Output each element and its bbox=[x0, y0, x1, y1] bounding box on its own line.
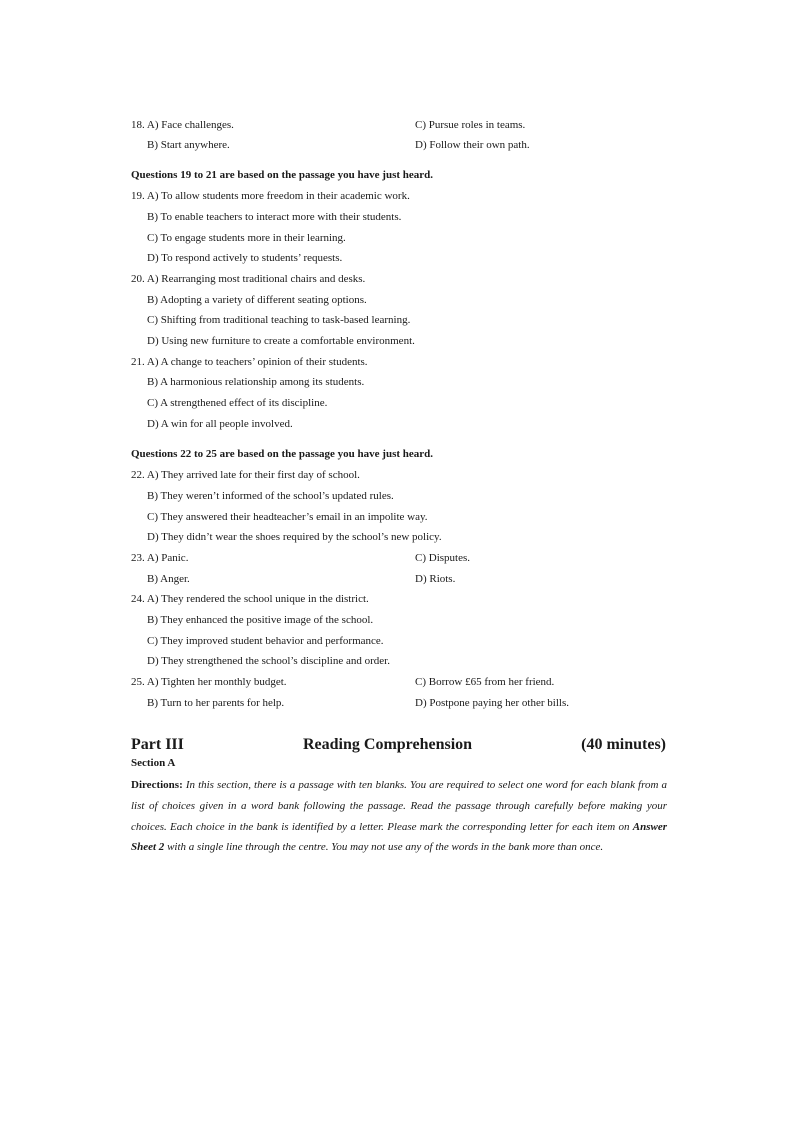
section-heading-22-25: Questions 22 to 25 are based on the passage you have just heard. bbox=[131, 448, 434, 460]
directions-text-1: In this section, there is a passage with ten blanks. You are required to select one word for each blank from a list of choices given in a word bank following the passage. Read the passage through carefully before making your choices. Each choice in the bank is identified by a letter. Please mark the corresponding letter for each item on bbox=[131, 779, 667, 833]
q22-option-b: B) They weren’t informed of the school’s updated rules. bbox=[147, 490, 394, 502]
section-heading-19-21: Questions 19 to 21 are based on the passage you have just heard. bbox=[131, 169, 434, 181]
q22-option-c: C) They answered their headteacher’s email in an impolite way. bbox=[147, 511, 428, 523]
q21-option-d: D) A win for all people involved. bbox=[147, 418, 293, 430]
part-header bbox=[131, 736, 666, 758]
part-time: (40 minutes) bbox=[581, 736, 666, 753]
q23-option-b: B) Anger. bbox=[147, 573, 190, 585]
q24-option-c: C) They improved student behavior and performance. bbox=[147, 635, 384, 647]
q18-option-b: B) Start anywhere. bbox=[147, 139, 230, 151]
q19-option-b: B) To enable teachers to interact more with their students. bbox=[147, 211, 402, 223]
part-title: Reading Comprehension bbox=[303, 736, 473, 753]
q22-option-d: D) They didn’t wear the shoes required by the school’s new policy. bbox=[147, 531, 442, 543]
directions-label: Directions: bbox=[131, 779, 183, 791]
q25-option-a: 25. A) Tighten her monthly budget. bbox=[131, 676, 287, 688]
q25-option-d: D) Postpone paying her other bills. bbox=[415, 697, 569, 709]
q22-option-a: 22. A) They arrived late for their first day of school. bbox=[131, 469, 360, 481]
q19-option-d: D) To respond actively to students’ requests. bbox=[147, 252, 343, 264]
q24-option-d: D) They strengthened the school’s discipline and order. bbox=[147, 655, 390, 667]
q20-option-b: B) Adopting a variety of different seating options. bbox=[147, 294, 367, 306]
q21-option-a: 21. A) A change to teachers’ opinion of their students. bbox=[131, 356, 368, 368]
part-label: Part III bbox=[131, 736, 184, 753]
q20-option-a: 20. A) Rearranging most traditional chairs and desks. bbox=[131, 273, 366, 285]
q19-option-a: 19. A) To allow students more freedom in their academic work. bbox=[131, 190, 410, 202]
section-label: Section A bbox=[131, 757, 176, 769]
directions-text-2: with a single line through the centre. You may not use any of the words in the bank more than once. bbox=[164, 841, 604, 854]
q20-option-c: C) Shifting from traditional teaching to task-based learning. bbox=[147, 314, 411, 326]
answer-sheet-ref: Answer Sheet 2 bbox=[131, 820, 667, 854]
q24-option-a: 24. A) They rendered the school unique in the district. bbox=[131, 593, 369, 605]
q24-option-b: B) They enhanced the positive image of the school. bbox=[147, 614, 374, 626]
q25-option-b: B) Turn to her parents for help. bbox=[147, 697, 285, 709]
q21-option-b: B) A harmonious relationship among its students. bbox=[147, 376, 365, 388]
q25-option-c: C) Borrow £65 from her friend. bbox=[415, 676, 555, 688]
q23-option-a: 23. A) Panic. bbox=[131, 552, 189, 564]
q21-option-c: C) A strengthened effect of its discipline. bbox=[147, 397, 328, 409]
q18-option-d: D) Follow their own path. bbox=[415, 139, 530, 151]
q23-option-d: D) Riots. bbox=[415, 573, 456, 585]
directions-paragraph bbox=[131, 775, 667, 858]
q20-option-d: D) Using new furniture to create a comfortable environment. bbox=[147, 335, 415, 347]
q19-option-c: C) To engage students more in their learning. bbox=[147, 232, 346, 244]
q18-option-c: C) Pursue roles in teams. bbox=[415, 119, 526, 131]
q23-option-c: C) Disputes. bbox=[415, 552, 470, 564]
q18-option-a: 18. A) Face challenges. bbox=[131, 119, 234, 131]
